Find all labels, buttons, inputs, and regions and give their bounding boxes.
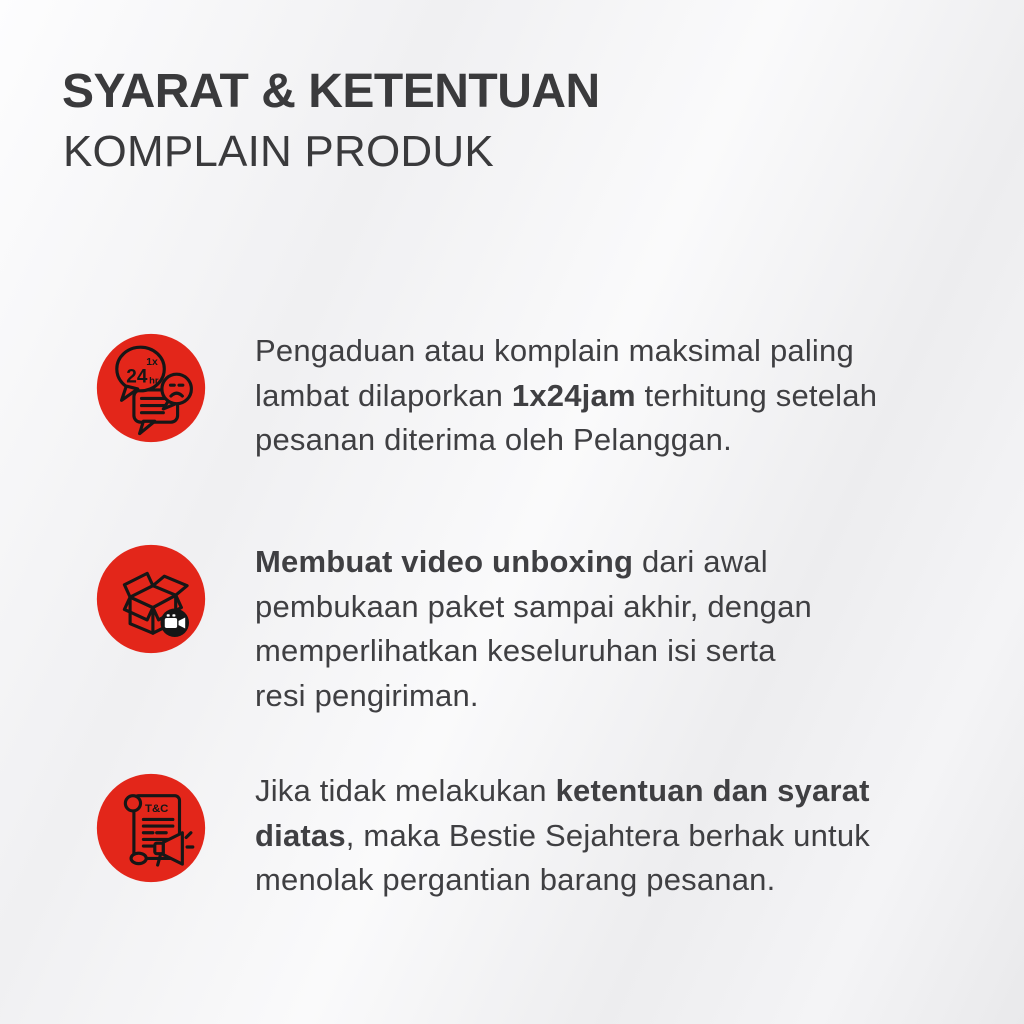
paragraph-line: memperlihatkan keseluruhan isi serta [255, 633, 776, 668]
paragraph-line: Jika tidak melakukan ketentuan dan syarat [255, 773, 870, 808]
paragraph-line: resi pengiriman. [255, 677, 479, 713]
icon-label-tnc: T&C [144, 802, 169, 815]
paragraph-line: lambat dilaporkan 1x24jam terhitung setelah [255, 377, 878, 413]
rule-text-unboxing-video [255, 539, 812, 718]
complaint-24hr-icon [94, 331, 208, 445]
rule-item-terms-consequence [94, 768, 870, 903]
rule-text-complaint-deadline [255, 328, 877, 463]
paragraph-line: pembukaan paket sampai akhir, dengan [255, 588, 812, 624]
paragraph-line: menolak pergantian barang pesanan. [255, 862, 776, 897]
rule-text-terms-consequence [255, 768, 870, 903]
paragraph-line: diatas, maka Bestie Sejahtera berhak untuk [255, 817, 870, 853]
unboxing-video-icon [94, 542, 208, 656]
paragraph-line: Membuat video unboxing dari awal [255, 544, 768, 579]
paragraph-line: Pengaduan atau komplain maksimal paling [255, 333, 854, 368]
rule-item-complaint-deadline [94, 328, 877, 463]
icon-label-hr: hr [149, 375, 159, 387]
rule-item-unboxing-video [94, 539, 812, 718]
terms-scroll-icon [94, 771, 208, 885]
icon-label-1x: 1x [146, 357, 158, 369]
icon-label-24: 24 [126, 366, 148, 388]
page-title: SYARAT & KETENTUAN [62, 65, 600, 118]
paragraph-line: pesanan diterima oleh Pelanggan. [255, 422, 732, 457]
page-subtitle: KOMPLAIN PRODUK [63, 127, 494, 176]
